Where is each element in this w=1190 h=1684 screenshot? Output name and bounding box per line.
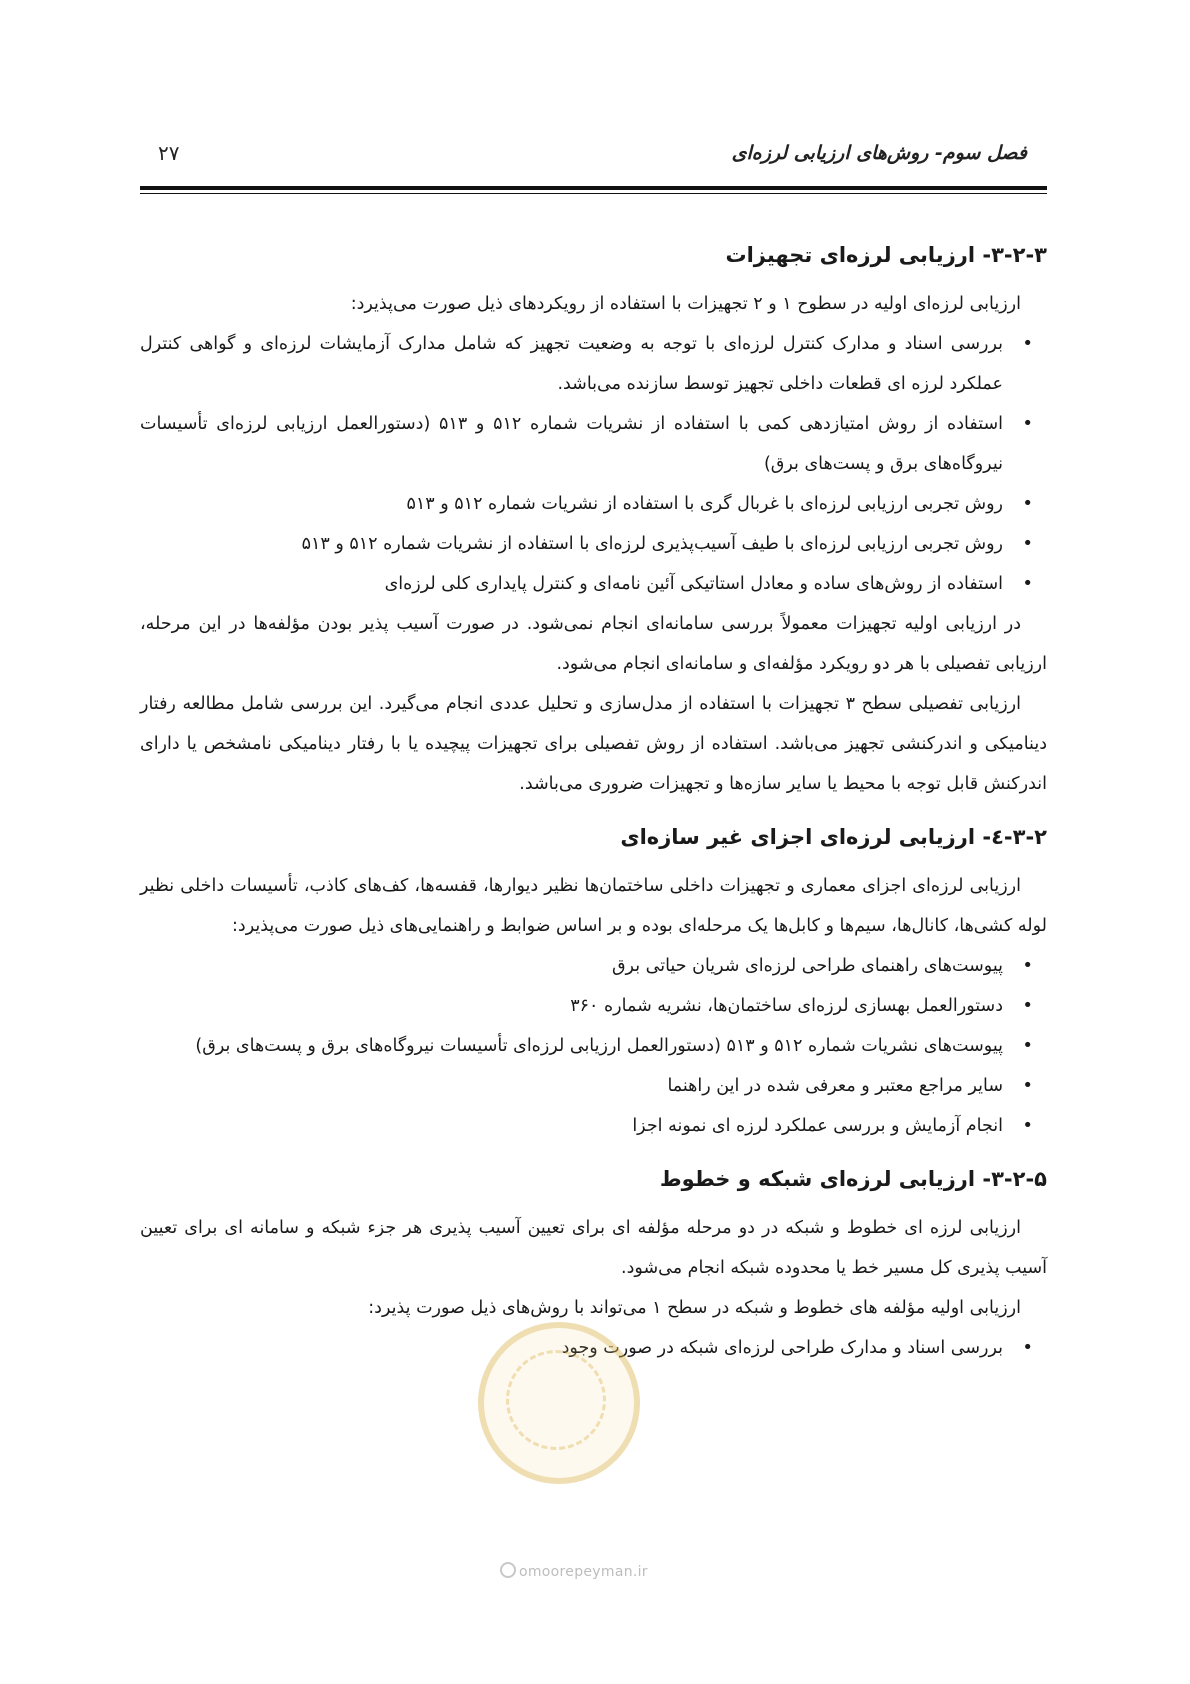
header-rule-thick <box>140 186 1047 190</box>
list-item: • سایر مراجع معتبر و معرفی شده در این راهنما <box>140 1066 1003 1106</box>
chapter-title: فصل سوم- روش‌های ارزیابی لرزه‌ای <box>731 142 1027 164</box>
watermark-url: omoorepeyman.ir <box>500 1562 648 1580</box>
paragraph: ارزیابی تفصیلی سطح ۳ تجهیزات با استفاده از مدل‌سازی و تحلیل عددی انجام می‌گیرد. این بررسی شامل مطالعه رفتار دینامیکی و اندرکنشی تجهیز می‌باشد. استفاده از روش تفصیلی برای تجهیزات پیچیده یا با رفتار دینامیکی نامشخص یا دارای اندرکنش قابل توجه با محیط یا سایر سازه‌ها و تجهیزات ضروری می‌باشد. <box>140 694 1047 794</box>
section-heading-3-2-3: ۳-۲-۳- ارزیابی لرزه‌ای تجهیزات <box>725 243 1047 267</box>
header-rule-thin <box>140 193 1047 194</box>
list-item: • استفاده از روش امتیازدهی کمی با استفاده از نشریات شماره ۵۱۲ و ۵۱۳ (دستورالعمل ارزیابی لرزه‌ای تأسیسات نیروگاه‌های برق و پست‌های برق) <box>140 404 1003 484</box>
paragraph: ارزیابی اولیه مؤلفه های خطوط و شبکه در سطح ۱ می‌تواند با روش‌های ذیل صورت پذیرد: <box>368 1298 1021 1318</box>
paragraph: ارزیابی لرزه‌ای اجزای معماری و تجهیزات داخلی ساختمان‌ها نظیر دیوارها، قفسه‌ها، کف‌های کاذب، تأسیسات داخلی نظیر لوله کشی‌ها، کانال‌ها، سیم‌ها و کابل‌ها یک مرحله‌ای بوده و بر اساس ضوابط و راهنمایی‌های ذیل صورت می‌پذیرد: <box>140 876 1047 936</box>
site-logo-icon <box>500 1562 516 1578</box>
list-item: • روش تجربی ارزیابی لرزه‌ای با طیف آسیب‌پذیری لرزه‌ای با استفاده از نشریات شماره ۵۱۲ و ۵۱۳ <box>140 524 1003 564</box>
paragraph: ارزیابی لرزه ای خطوط و شبکه در دو مرحله مؤلفه ای برای تعیین آسیب پذیری هر جزء شبکه و سامانه ای برای تعیین آسیب پذیری کل مسیر خط یا محدوده شبکه انجام می‌شود. <box>140 1218 1047 1278</box>
paragraph: در ارزیابی اولیه تجهیزات معمولاً بررسی سامانه‌ای انجام نمی‌شود. در صورت آسیب پذیر بودن مؤلفه‌ها در این مرحله، ارزیابی تفصیلی با هر دو رویکرد مؤلفه‌ای و سامانه‌ای انجام می‌شود. <box>140 614 1047 674</box>
list-item: • استفاده از روش‌های ساده و معادل استاتیکی آئین نامه‌ای و کنترل پایداری کلی لرزه‌ای <box>140 564 1003 604</box>
bullet-list <box>140 324 1047 604</box>
list-item: • بررسی اسناد و مدارک کنترل لرزه‌ای با توجه به وضعیت تجهیز که شامل مدارک آزمایشات لرزه‌ای و گواهی کنترل عملکرد لرزه ای قطعات داخلی تجهیز توسط سازنده می‌باشد. <box>140 324 1003 404</box>
list-item: • روش تجربی ارزیابی لرزه‌ای با غربال گری با استفاده از نشریات شماره ۵۱۲ و ۵۱۳ <box>140 484 1003 524</box>
list-item: • انجام آزمایش و بررسی عملکرد لرزه ای نمونه اجزا <box>140 1106 1003 1146</box>
list-item: • دستورالعمل بهسازی لرزه‌ای ساختمان‌ها، نشریه شماره ۳۶۰ <box>140 986 1003 1026</box>
paragraph: ارزیابی لرزه‌ای اولیه در سطوح ۱ و ۲ تجهیزات با استفاده از رویکردهای ذیل صورت می‌پذیرد: <box>350 294 1021 314</box>
page-body <box>140 228 1047 1368</box>
section-heading-3-2-4: ۳-۲-٤- ارزیابی لرزه‌ای اجزای غیر سازه‌ای <box>620 825 1047 849</box>
list-item: • پیوست‌های راهنمای طراحی لرزه‌ای شریان حیاتی برق <box>140 946 1003 986</box>
section-heading-3-2-5: ۳-۲-۵- ارزیابی لرزه‌ای شبکه و خطوط <box>659 1167 1047 1191</box>
list-item: • پیوست‌های نشریات شماره ۵۱۲ و ۵۱۳ (دستورالعمل ارزیابی لرزه‌ای تأسیسات نیروگاه‌های برق و پست‌های برق) <box>140 1026 1003 1066</box>
page-number: ۲۷ <box>158 141 180 165</box>
list-item: • بررسی اسناد و مدارک طراحی لرزه‌ای شبکه در صورت وجود <box>140 1328 1003 1368</box>
bullet-list <box>140 946 1047 1146</box>
bullet-list <box>140 1328 1047 1368</box>
